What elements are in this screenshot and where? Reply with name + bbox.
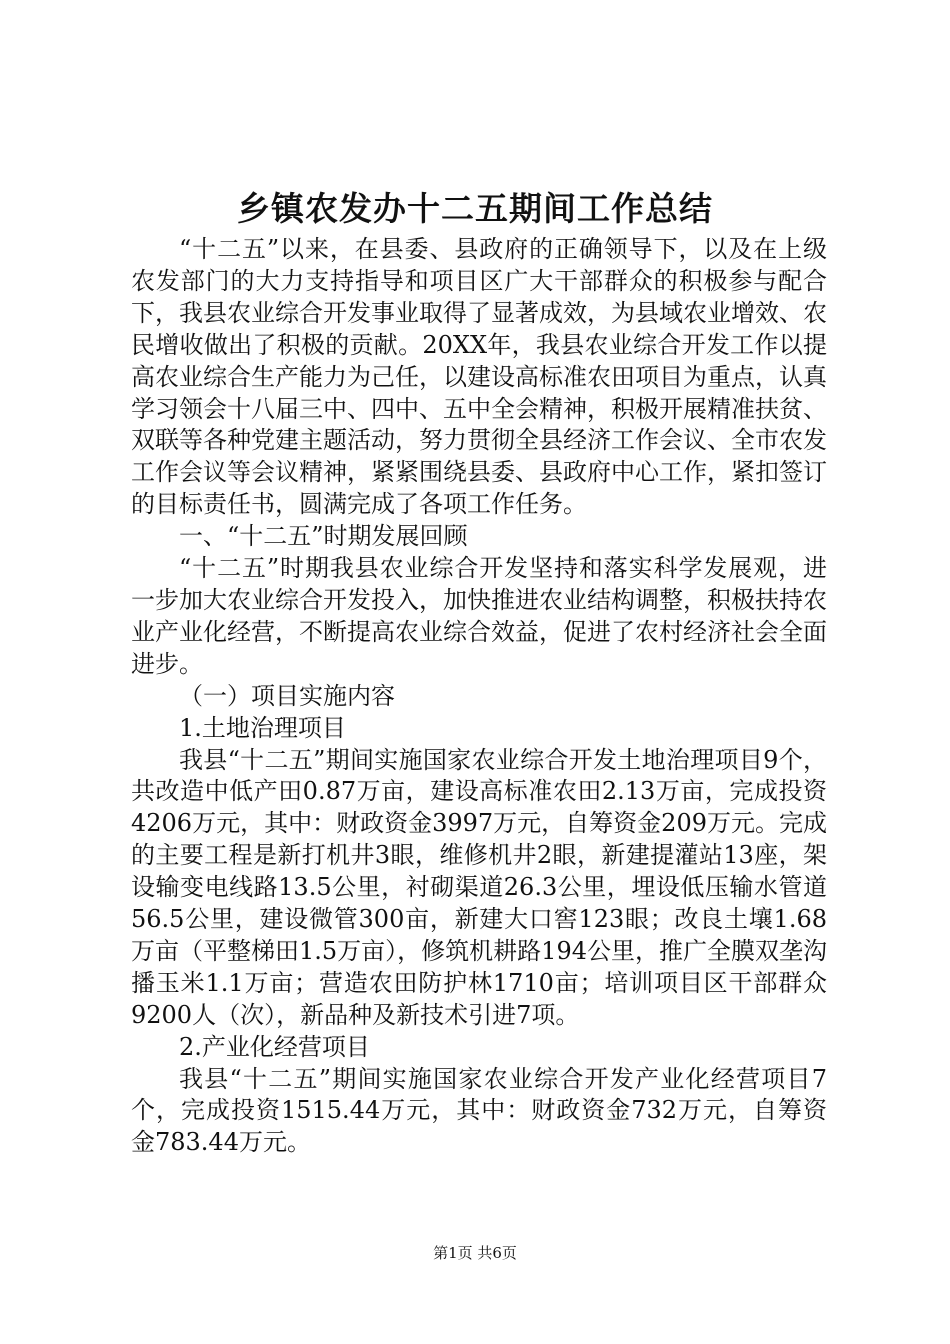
document-body — [131, 234, 827, 1159]
subsection-heading-content: （一）项目实施内容 — [179, 681, 395, 710]
page-footer: 第1页 共6页 — [433, 1244, 517, 1262]
item-heading-industry: 2.产业化经营项目 — [179, 1032, 370, 1061]
paragraph-intro: “十二五”以来，在县委、县政府的正确领导下，以及在上级农发部门的大力支持指导和项目区广大干部群众的积极参与配合下，我县农业综合开发事业取得了显著成效，为县域农业增效、农民增收做出了积极的贡献。20XX年，我县农业综合开发工作以提高农业综合生产能力为己任，以建设高标准农田项目为重点，认真学习领会十八届三中、四中、五中全会精神，积极开展精准扶贫、双联等各种党建主题活动，努力贯彻全县经济工作会议、全市农发工作会议等会议精神，紧紧围绕县委、县政府中心工作，紧扣签订的目标责任书，圆满完成了各项工作任务。 — [131, 235, 827, 519]
paragraph-land: 我县“十二五”期间实施国家农业综合开发土地治理项目9个，共改造中低产田0.87万亩，建设高标准农田2.13万亩，完成投资4206万元，其中：财政资金3997万元，自筹资金209万元。完成的主要工程是新打机井3眼，维修机井2眼，新建提灌站13座，架设输变电线路13.5公里，衬砌渠道26.3公里，埋设低压输水管道56.5公里，建设微管300亩，新建大口窖123眼；改良土壤1.68万亩（平整梯田1.5万亩），修筑机耕路194公里，推广全膜双垄沟播玉米1.1万亩；营造农田防护林1710亩；培训项目区干部群众9200人（次），新品种及新技术引进7项。 — [131, 745, 827, 1029]
paragraph-industry: 我县“十二五”期间实施国家农业综合开发产业化经营项目7个，完成投资1515.44万元，其中：财政资金732万元，自筹资金783.44万元。 — [131, 1064, 827, 1157]
document-title: 乡镇农发办十二五期间工作总结 — [237, 189, 713, 228]
section-heading-review: 一、“十二五”时期发展回顾 — [179, 522, 468, 551]
paragraph-review: “十二五”时期我县农业综合开发坚持和落实科学发展观，进一步加大农业综合开发投入，加快推进农业结构调整，积极扶持农业产业化经营，不断提高农业综合效益，促进了农村经济社会全面进步。 — [131, 554, 827, 678]
item-heading-land: 1.土地治理项目 — [179, 713, 346, 742]
